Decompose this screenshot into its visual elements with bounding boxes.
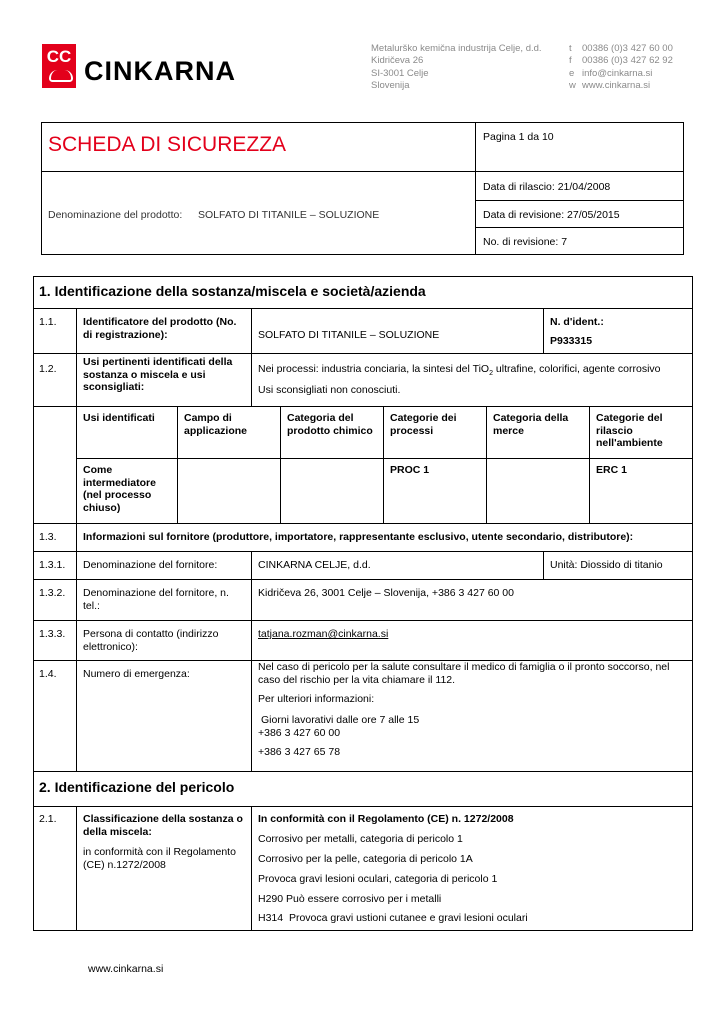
contact-prefix: w	[569, 79, 576, 91]
emergency-hours: Giorni lavorativi dalle ore 7 alle 15	[261, 714, 420, 726]
product-name: SOLFATO DI TITANILE – SOLUZIONE	[198, 209, 380, 221]
supplier-address: Kidričeva 26, 3001 Celje – Slovenija, +386 3 427 60 00	[258, 587, 514, 599]
title-box	[41, 122, 684, 255]
supplier-info-heading: Informazioni sul fornitore (produttore, importatore, rappresentante esclusivo, utente secondario, distributore):	[83, 531, 634, 543]
supplier-name: CINKARNA CELJE, d.d.	[258, 559, 371, 571]
identified-uses-text: ultrafine, colorifici, agente corrosivo	[493, 363, 661, 375]
row-label: Numero di emergenza:	[83, 668, 190, 680]
revision-number: No. di revisione: 7	[483, 236, 568, 248]
row-label: Persona di contatto (indirizzo elettronico):	[83, 628, 219, 653]
row-label: Denominazione del fornitore:	[83, 559, 218, 571]
section-1-heading: 1. Identificazione della sostanza/miscela e società/azienda	[39, 283, 426, 299]
document-title: SCHEDA DI SICUREZZA	[48, 133, 287, 156]
hazard-class: Corrosivo per la pelle, categoria di pericolo 1A	[258, 853, 473, 865]
hazard-code: H314	[258, 912, 284, 924]
row-number: 1.4.	[39, 668, 57, 680]
company-logo-mark	[42, 44, 76, 88]
emergency-phone: +386 3 427 60 00	[258, 727, 341, 739]
phone-number: 00386 (0)3 427 60 00	[582, 43, 673, 54]
id-number-value: P933315	[550, 335, 593, 347]
sds-sections-table	[33, 276, 693, 931]
emergency-instructions: Nel caso di pericolo per la salute consultare il medico di famiglia o il pronto soccorso, nel caso del rischio per la vita chiamare il 112.	[258, 661, 670, 686]
uses-header: Usi identificati	[83, 412, 155, 424]
hazard-class: Provoca gravi lesioni oculari, categoria di pericolo 1	[258, 873, 498, 885]
logo-mark-text: CC	[46, 47, 72, 66]
company-logo-text: CINKARNA	[84, 56, 236, 86]
fax-number: 00386 (0)3 427 62 92	[582, 55, 673, 67]
section-2-heading: 2. Identificazione del pericolo	[39, 779, 235, 795]
address-line: Slovenija	[371, 79, 410, 91]
page-indicator: Pagina 1 da 10	[483, 131, 554, 143]
contact-prefix: f	[569, 55, 572, 67]
row-number: 1.3.3.	[39, 628, 66, 640]
row-number: 1.3.1.	[39, 559, 66, 571]
hazard-text: Provoca gravi ustioni cutanee e gravi lesioni oculari	[288, 912, 528, 924]
product-identifier: SOLFATO DI TITANILE – SOLUZIONE	[258, 329, 440, 341]
row-label: Classificazione della sostanza o della miscela:	[83, 813, 243, 838]
uses-header: Categoria della merce	[493, 412, 569, 437]
address-line: Kidričeva 26	[371, 55, 424, 67]
revision-date: Data di revisione: 27/05/2015	[483, 209, 620, 221]
website-link[interactable]: www.cinkarna.si	[582, 79, 651, 91]
row-number: 2.1.	[39, 813, 57, 825]
footer-website[interactable]: www.cinkarna.si	[88, 963, 164, 975]
contact-prefix: e	[569, 67, 575, 79]
uses-header: Categoria del prodotto chimico	[287, 412, 373, 437]
subscript: 2	[489, 370, 494, 378]
address-line: SI-3001 Celje	[371, 67, 429, 79]
row-label: Usi pertinenti identificati della sostanza o miscela e usi sconsigliati:	[83, 356, 233, 393]
hazard-statement	[258, 912, 528, 925]
uses-header: Categorie del rilascio nell'ambiente	[596, 412, 663, 449]
uses-header: Categorie dei processi	[390, 412, 457, 437]
uses-cell: PROC 1	[390, 464, 430, 476]
uses-header: Campo di applicazione	[184, 412, 248, 437]
row-number: 1.3.	[39, 531, 57, 543]
row-label: Identificatore del prodotto (No. di registrazione):	[83, 316, 237, 341]
uses-cell: Come intermediatore (nel processo chiuso)	[83, 464, 156, 514]
uses-cell: ERC 1	[596, 464, 627, 476]
emergency-phone: +386 3 427 65 78	[258, 746, 341, 758]
identified-uses-text: Nei processi: industria conciaria, la sintesi del TiO	[258, 363, 490, 375]
row-number: 1.2.	[39, 363, 57, 375]
row-number: 1.1.	[39, 316, 57, 328]
supplier-unit: Unità: Diossido di titanio	[550, 559, 663, 571]
address-line: Metalurško kemična industrija Celje, d.d.	[371, 43, 542, 54]
contact-email-link[interactable]: tatjana.rozman@cinkarna.si	[258, 628, 389, 640]
contact-prefix: t	[569, 43, 572, 54]
row-label: Denominazione del fornitore, n. tel.:	[83, 587, 229, 612]
email-link[interactable]: info@cinkarna.si	[582, 67, 653, 79]
identified-uses	[258, 363, 661, 381]
hazard-class: Corrosivo per metalli, categoria di pericolo 1	[258, 833, 463, 845]
issue-date: Data di rilascio: 21/04/2008	[483, 181, 611, 193]
emergency-info-label: Per ulteriori informazioni:	[258, 693, 375, 705]
company-address	[371, 43, 542, 92]
row-number: 1.3.2.	[39, 587, 66, 599]
contact-values	[582, 43, 673, 92]
product-label: Denominazione del prodotto:	[48, 209, 183, 221]
classification-heading: In conformità con il Regolamento (CE) n. 1272/2008	[258, 813, 514, 825]
contact-prefixes	[569, 43, 576, 92]
id-number-label: N. d'ident.:	[550, 316, 604, 328]
uses-advised-against: Usi sconsigliati non conosciuti.	[258, 384, 401, 396]
hazard-statement: H290 Può essere corrosivo per i metalli	[258, 893, 442, 905]
classification-regulation-note: in conformità con il Regolamento (CE) n.1272/2008	[83, 846, 236, 871]
